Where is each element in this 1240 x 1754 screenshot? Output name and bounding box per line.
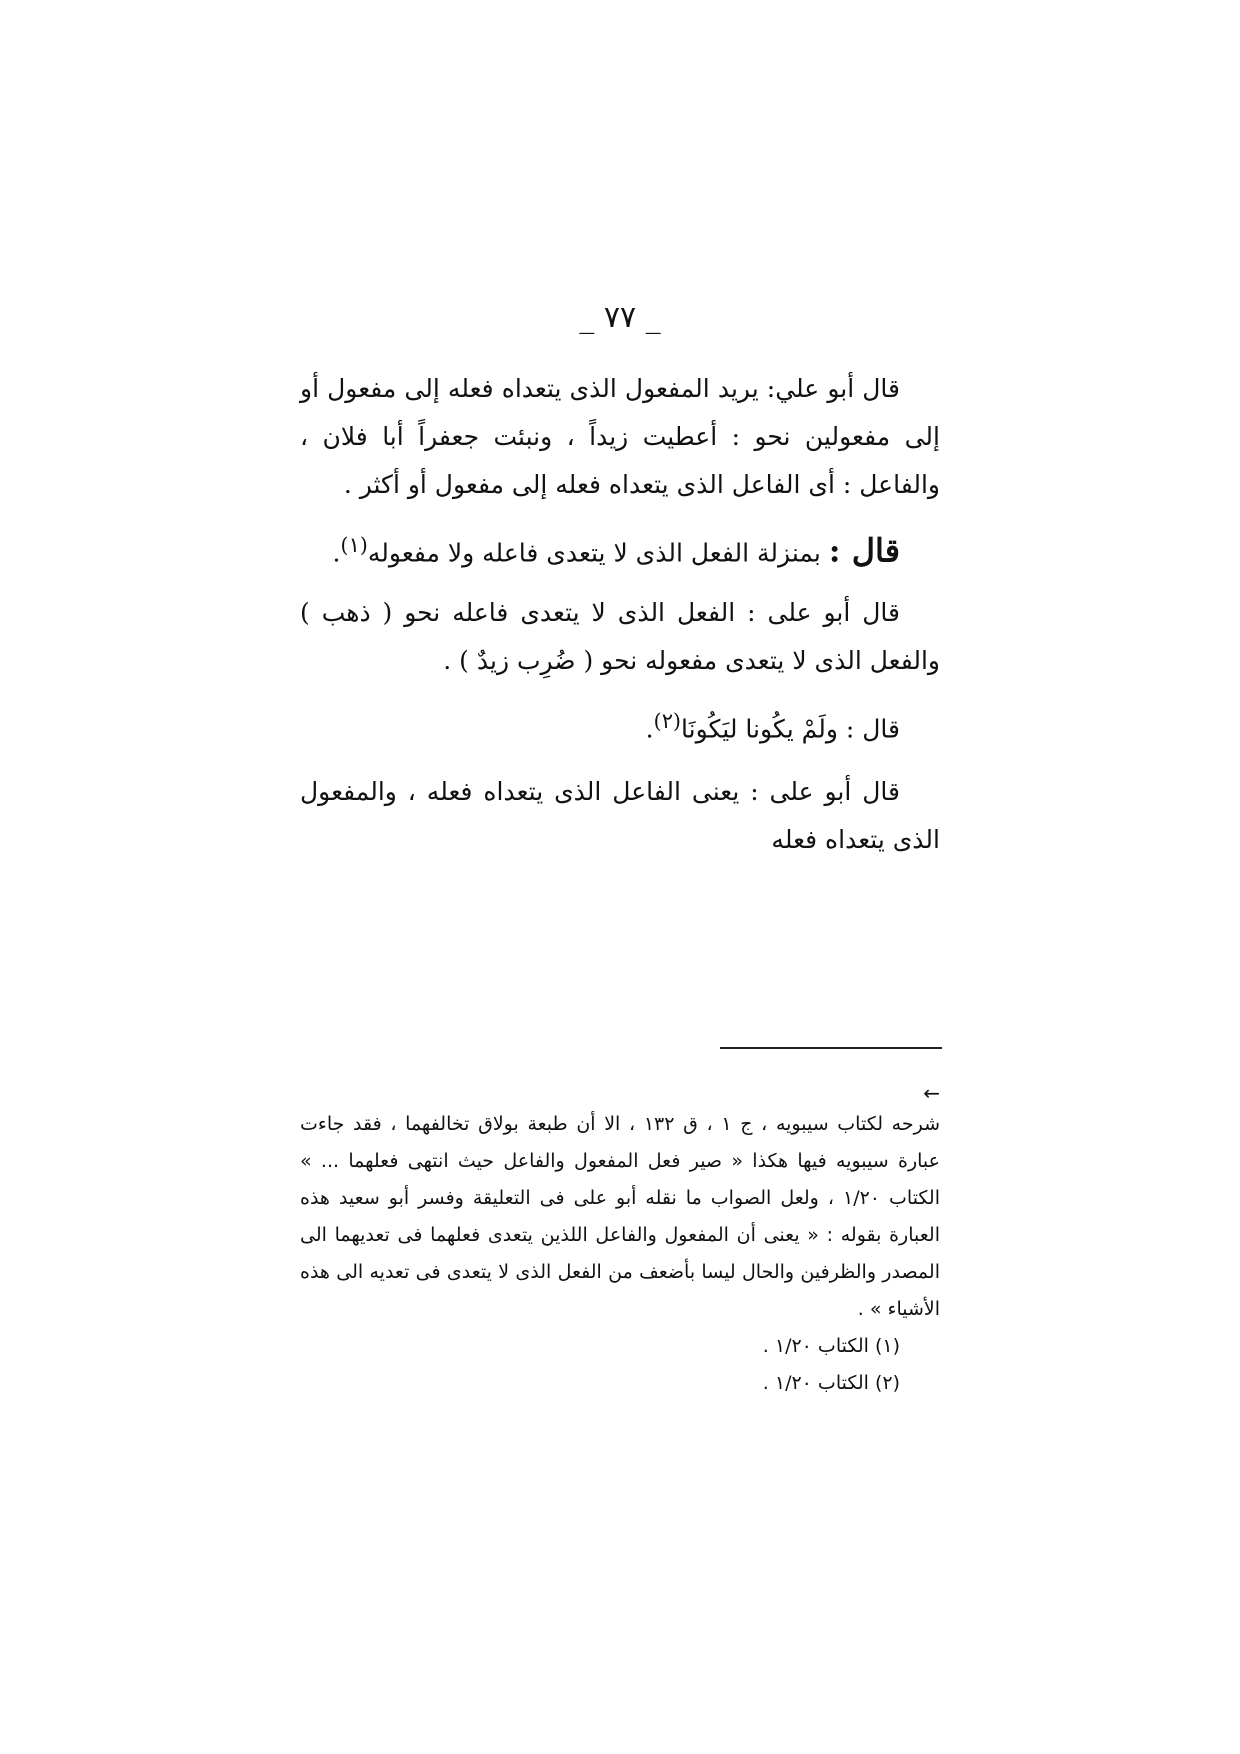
main-text (300, 365, 940, 876)
paragraph-commentary-3: قال أبو على : يعنى الفاعل الذى يتعداه فعله ، والمفعول الذى يتعداه فعله (300, 776, 940, 854)
paragraph-quote-2 (300, 697, 940, 753)
footnote-1: (١) الكتاب ١/٢٠ . (762, 1335, 900, 1357)
continuation-arrow-icon: ← (923, 1081, 940, 1105)
paragraph-commentary-1: قال أبو علي: يريد المفعول الذى يتعداه فعله إلى مفعول أو إلى مفعولين نحو : أعطيت زيداً ، ونبئت جعفراً أبا فلان ، والفاعل : أى الفاعل الذى يتعداه فعله إلى مفعول أو أكثر . (300, 374, 940, 499)
footnote-continuation: شرحه لكتاب سيبويه ، ج ١ ، ق ١٣٢ ، الا أن طبعة بولاق تخالفهما ، فقد جاءت عبارة سيبويه فيها هكذا « صير فعل المفعول والفاعل حيث انتهى فعلهما ... » الكتاب ١/٢٠ ، ولعل الصواب ما نقله أبو على فى التعليقة وفسر أبو سعيد هذه العبارة بقوله : « يعنى أن المفعول والفاعل اللذين يتعدى فعلهما فى تعديهما الى المصدر والظرفين والحال ليسا بأضعف من الفعل الذى لا يتعدى فى تعديه الى هذه الأشياء » . (300, 1113, 940, 1320)
footnotes (300, 1080, 940, 1402)
page-number: _ ٧٧ _ (579, 300, 661, 335)
quote-end-1: . (332, 538, 341, 568)
quote-end-2: . (645, 714, 654, 744)
quote-text-2: قال : ولَمْ يكُونا ليَكُونَا (681, 714, 900, 744)
footnote-divider (720, 1047, 942, 1049)
footnote-2: (٢) الكتاب ١/٢٠ . (762, 1372, 900, 1394)
quote-text-1: بمنزلة الفعل الذى لا يتعدى فاعله ولا مفعوله (367, 538, 821, 568)
paragraph-commentary-2: قال أبو على : الفعل الذى لا يتعدى فاعله نحو ( ذهب ) والفعل الذى لا يتعدى مفعوله نحو ( ضُرِب زيدٌ ) . (300, 598, 940, 676)
footnote-ref-1: (١) (340, 533, 368, 557)
footnote-ref-2: (٢) (653, 709, 682, 734)
paragraph-quote-1 (300, 521, 940, 577)
qal-heading: قال : (828, 531, 900, 570)
